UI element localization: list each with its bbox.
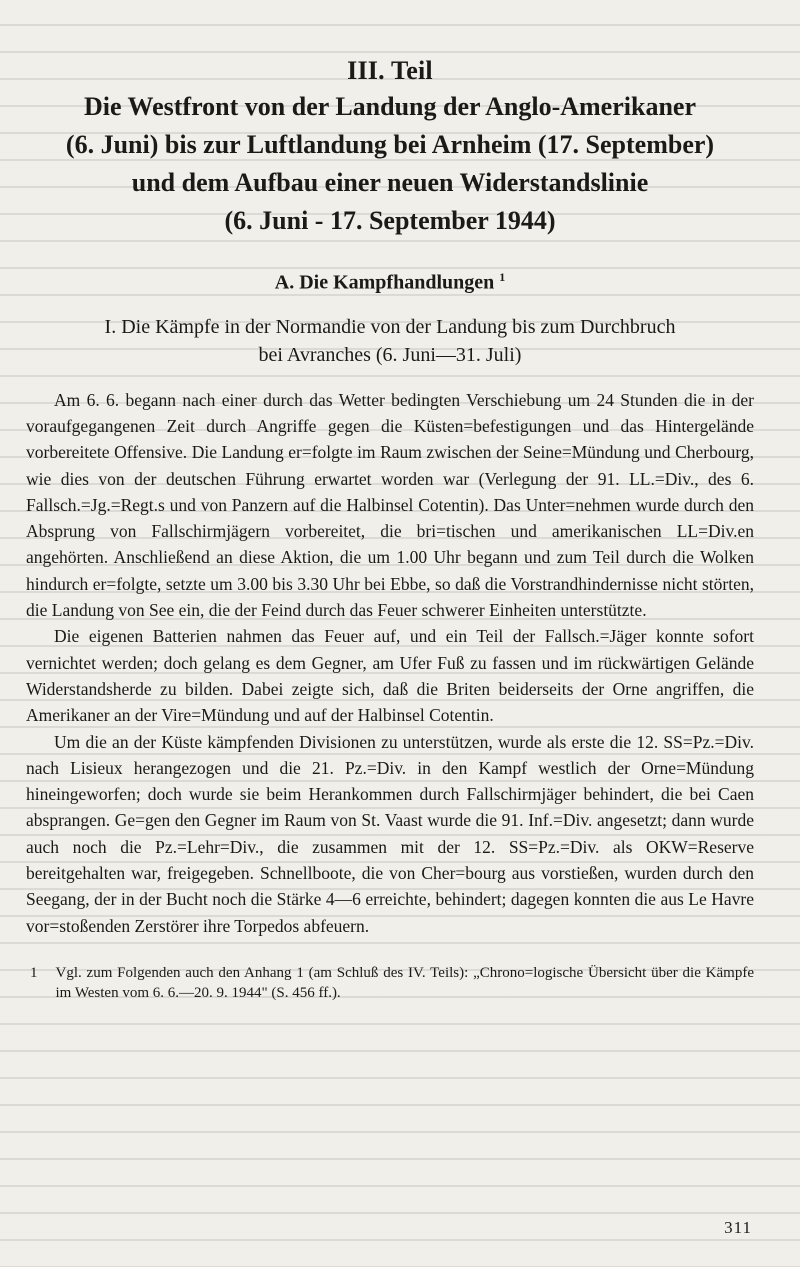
body-text bbox=[26, 387, 754, 939]
part-title: III. Teil bbox=[347, 56, 433, 85]
chapter-title bbox=[26, 313, 754, 369]
main-title-line-1: Die Westfront von der Landung der Anglo-Amerikaner bbox=[83, 92, 696, 121]
page-number: 311 bbox=[724, 1218, 752, 1237]
chapter-title-line-1: I. Die Kämpfe in der Normandie von der Landung bis zum Durchbruch bbox=[104, 315, 676, 338]
heading-block bbox=[26, 56, 754, 295]
paragraph-1: Am 6. 6. begann nach einer durch das Wetter bedingten Verschiebung um 24 Stunden die in der voraufgegangenen Zeit durch Angriffe gegen die Küsten=befestigungen und das Hintergelände vorbereitete Offensive. Die Landung er=folgte im Raum zwischen der Seine=Mündung und Cherbourg, wie dies von der deutschen Führung erwartet worden war (Verlegung der 91. LL.=Div., des 6. Fallsch.=Jg.=Regt.s und von Panzern auf die Halbinsel Cotentin). Das Unter=nehmen wurde durch den Absprung von Fallschirmjägern vorbereitet, die bri=tischen und amerikanischen LL=Div.en angehörten. Anschließend an diese Aktion, die um 1.00 Uhr begann und zum Teil durch die Wolken hindurch er=folgte, setzte um 3.00 bis 3.30 Uhr bei Ebbe, so daß die Vorstrandhindernisse nicht störten, die Landung von See ein, die der Feind durch das Feuer schwerer Einheiten unterstützte. bbox=[26, 389, 754, 621]
footnote-text: Vgl. zum Folgenden auch den Anhang 1 (am Schluß des IV. Teils): „Chrono=logische Übersicht über die Kämpfe im Westen vom 6. 6.—20. 9. 1944" (S. 456 ff.). bbox=[55, 964, 754, 1001]
paragraph-2: Die eigenen Batterien nahmen das Feuer auf, und ein Teil der Fallsch.=Jäger konnte sofort vernichtet werden; doch gelang es dem Gegner, am Ufer Fuß zu fassen und im rückwärtigen Gelände Widerstandsherde zu bilden. Dabei zeigte sich, daß die Briten beiderseits der Orne angriffen, die Amerikaner an der Vire=Mündung und auf der Halbinsel Cotentin. bbox=[26, 626, 754, 726]
main-title-line-4: (6. Juni - 17. September 1944) bbox=[224, 206, 556, 235]
footnote bbox=[26, 963, 754, 1003]
main-title-line-2: (6. Juni) bis zur Luftlandung bei Arnheim (17. September) bbox=[65, 130, 715, 159]
main-title-line-3: und dem Aufbau einer neuen Widerstandslinie bbox=[131, 168, 649, 197]
section-footnote-marker: 1 bbox=[499, 270, 506, 284]
paragraph-3: Um die an der Küste kämpfenden Divisionen zu unterstützen, wurde als erste die 12. SS=Pz.=Div. nach Lisieux herangezogen und die 21. Pz.=Div. in den Kampf westlich der Orne=Mündung hineingeworfen; doch wurde sie beim Herankommen durch Fallschirmjäger behindert, die bei Caen absprangen. Ge=gen den Gegner im Raum von St. Vaast wurde die 91. Inf.=Div. angesetzt; dann wurde auch noch die Pz.=Lehr=Div., die zusammen mit der 12. SS=Pz.=Div. als OKW=Reserve bereitgehalten war, freigegeben. Schnellboote, die von Cher=bourg aus vorstießen, wurden durch den Seegang, der in der Bucht noch die Stärke 4—6 erreichte, behindert; dagegen konnten die aus Le Havre vor=stoßenden Zerstörer ihre Torpedos abfeuern. bbox=[26, 731, 754, 936]
chapter-title-line-2: bei Avranches (6. Juni—31. Juli) bbox=[258, 343, 522, 366]
section-title bbox=[26, 270, 754, 295]
section-title-text: A. Die Kampfhandlungen bbox=[274, 271, 495, 294]
footnote-number: 1 bbox=[30, 964, 38, 981]
